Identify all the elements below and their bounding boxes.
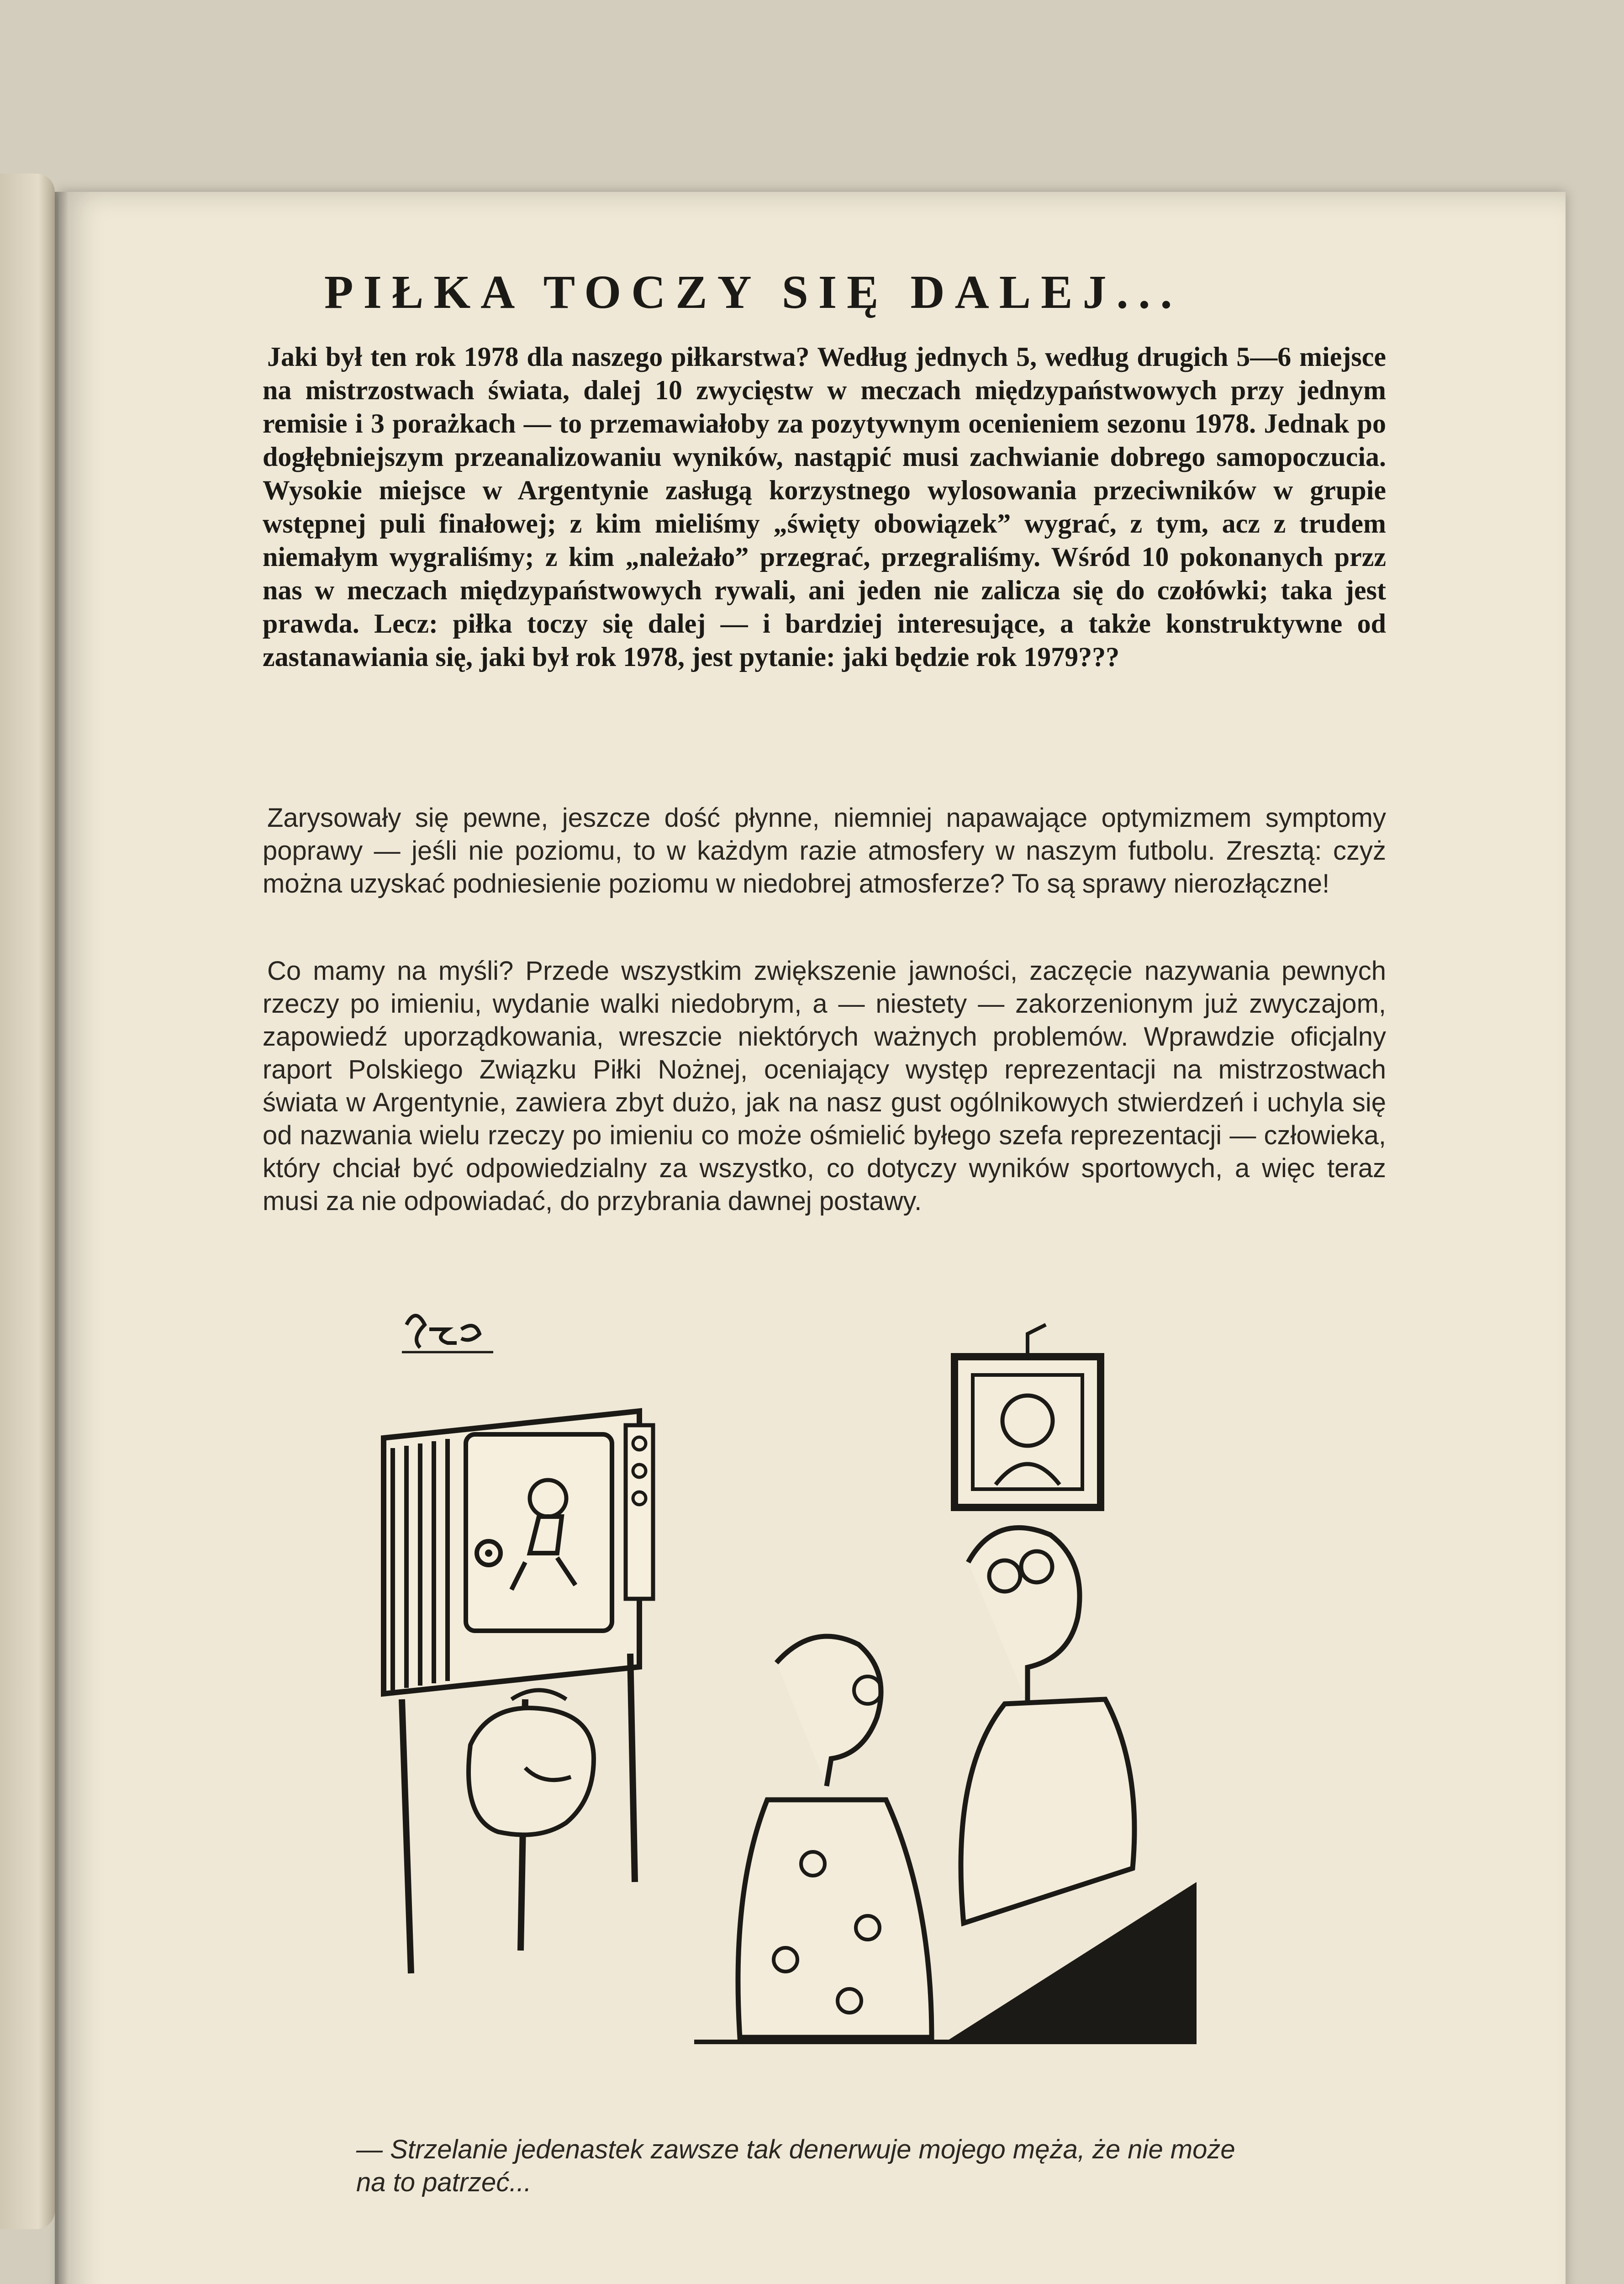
article-title: PIŁKA TOCZY SIĘ DALEJ... — [324, 266, 1182, 318]
left-page-edge — [0, 174, 55, 2229]
artist-signature — [402, 1316, 493, 1352]
paragraph-3: Co mamy na myśli? Przede wszystkim zwiększenie jawności, zaczęcie nazywania pewnych rzeczy po imieniu, wydanie walki niedobrym, a — niestety — zakorzenionym już zwyczajom, zapowiedź uporządkowania, wreszcie niektórych ważnych problemów. Wprawdzie oficjalny raport Polskiego Związku Piłki Nożnej, oceniający występ reprezentacji na mistrzostwach świata w Argentynie, zawiera zbyt dużo, jak na nasz gust ogólnikowych stwierdzeń i uchyla się od nazwania wielu rzeczy po imieniu co może ośmielić byłego szefa reprezentacji — człowieka, który chciał być odpowiedzialny za wszystko, co dotyczy wyników sportowych, a więc teraz musi za nie odpowiadać, do przybrania dawnej postawy. — [263, 956, 1386, 1216]
page-gutter-shadow — [55, 192, 69, 2284]
tv-set-drawing — [384, 1411, 653, 1973]
cartoon-illustration — [374, 1288, 1242, 2156]
lead-paragraph: Jaki był ten rok 1978 dla naszego piłkarstwa? Według jednych 5, według drugich 5—6 miejsce na mistrzostwach świata, dalej 10 zwycięstw w meczach międzypaństwowych przy jednym remisie i 3 porażkach — to przemawiałoby za pozytywnym ocenieniem sezonu 1978. Jednak po dogłębniejszym przeanalizowaniu wyników, nastąpić musi zachwianie dobrego samopoczucia. Wysokie miejsce w Argentynie zasługą korzystnego wylosowania przeciwników w grupie wstępnej puli finałowej; z kim mieliśmy „święty obowiązek” wygrać, z tym, acz z trudem niemałym wygraliśmy; z kim „należało” przegrać, przegraliśmy. Wśród 10 pokonanych przz nas w meczach międzypaństwowych rywali, ani jeden nie zalicza się do czołówki; taka jest prawda. Lecz: piłka toczy się dalej — i bardziej interesujące, a także konstruktywne od zastanawiania się, jaki był rok 1978, jest pytanie: jaki będzie rok 1979??? — [263, 342, 1386, 672]
paragraph-2: Zarysowały się pewne, jeszcze dość płynne, niemniej napawające optymizmem symptomy poprawy — jeśli nie poziomu, to w każdym razie atmosfery w naszym futbolu. Zresztą: czyż można uzyskać podniesienie poziomu w niedobrej atmosferze? To są sprawy nierozłączne! — [263, 803, 1386, 899]
framed-portrait-drawing — [954, 1325, 1101, 1507]
man-hiding-drawing — [469, 1690, 594, 1835]
man-with-glasses-drawing — [961, 1528, 1134, 1923]
woman-speaking-drawing — [738, 1636, 932, 2037]
cartoon-caption: — Strzelanie jedenastek zawsze tak denerwuje mojego męża, że nie może na to patrzeć... — [356, 2135, 1235, 2197]
